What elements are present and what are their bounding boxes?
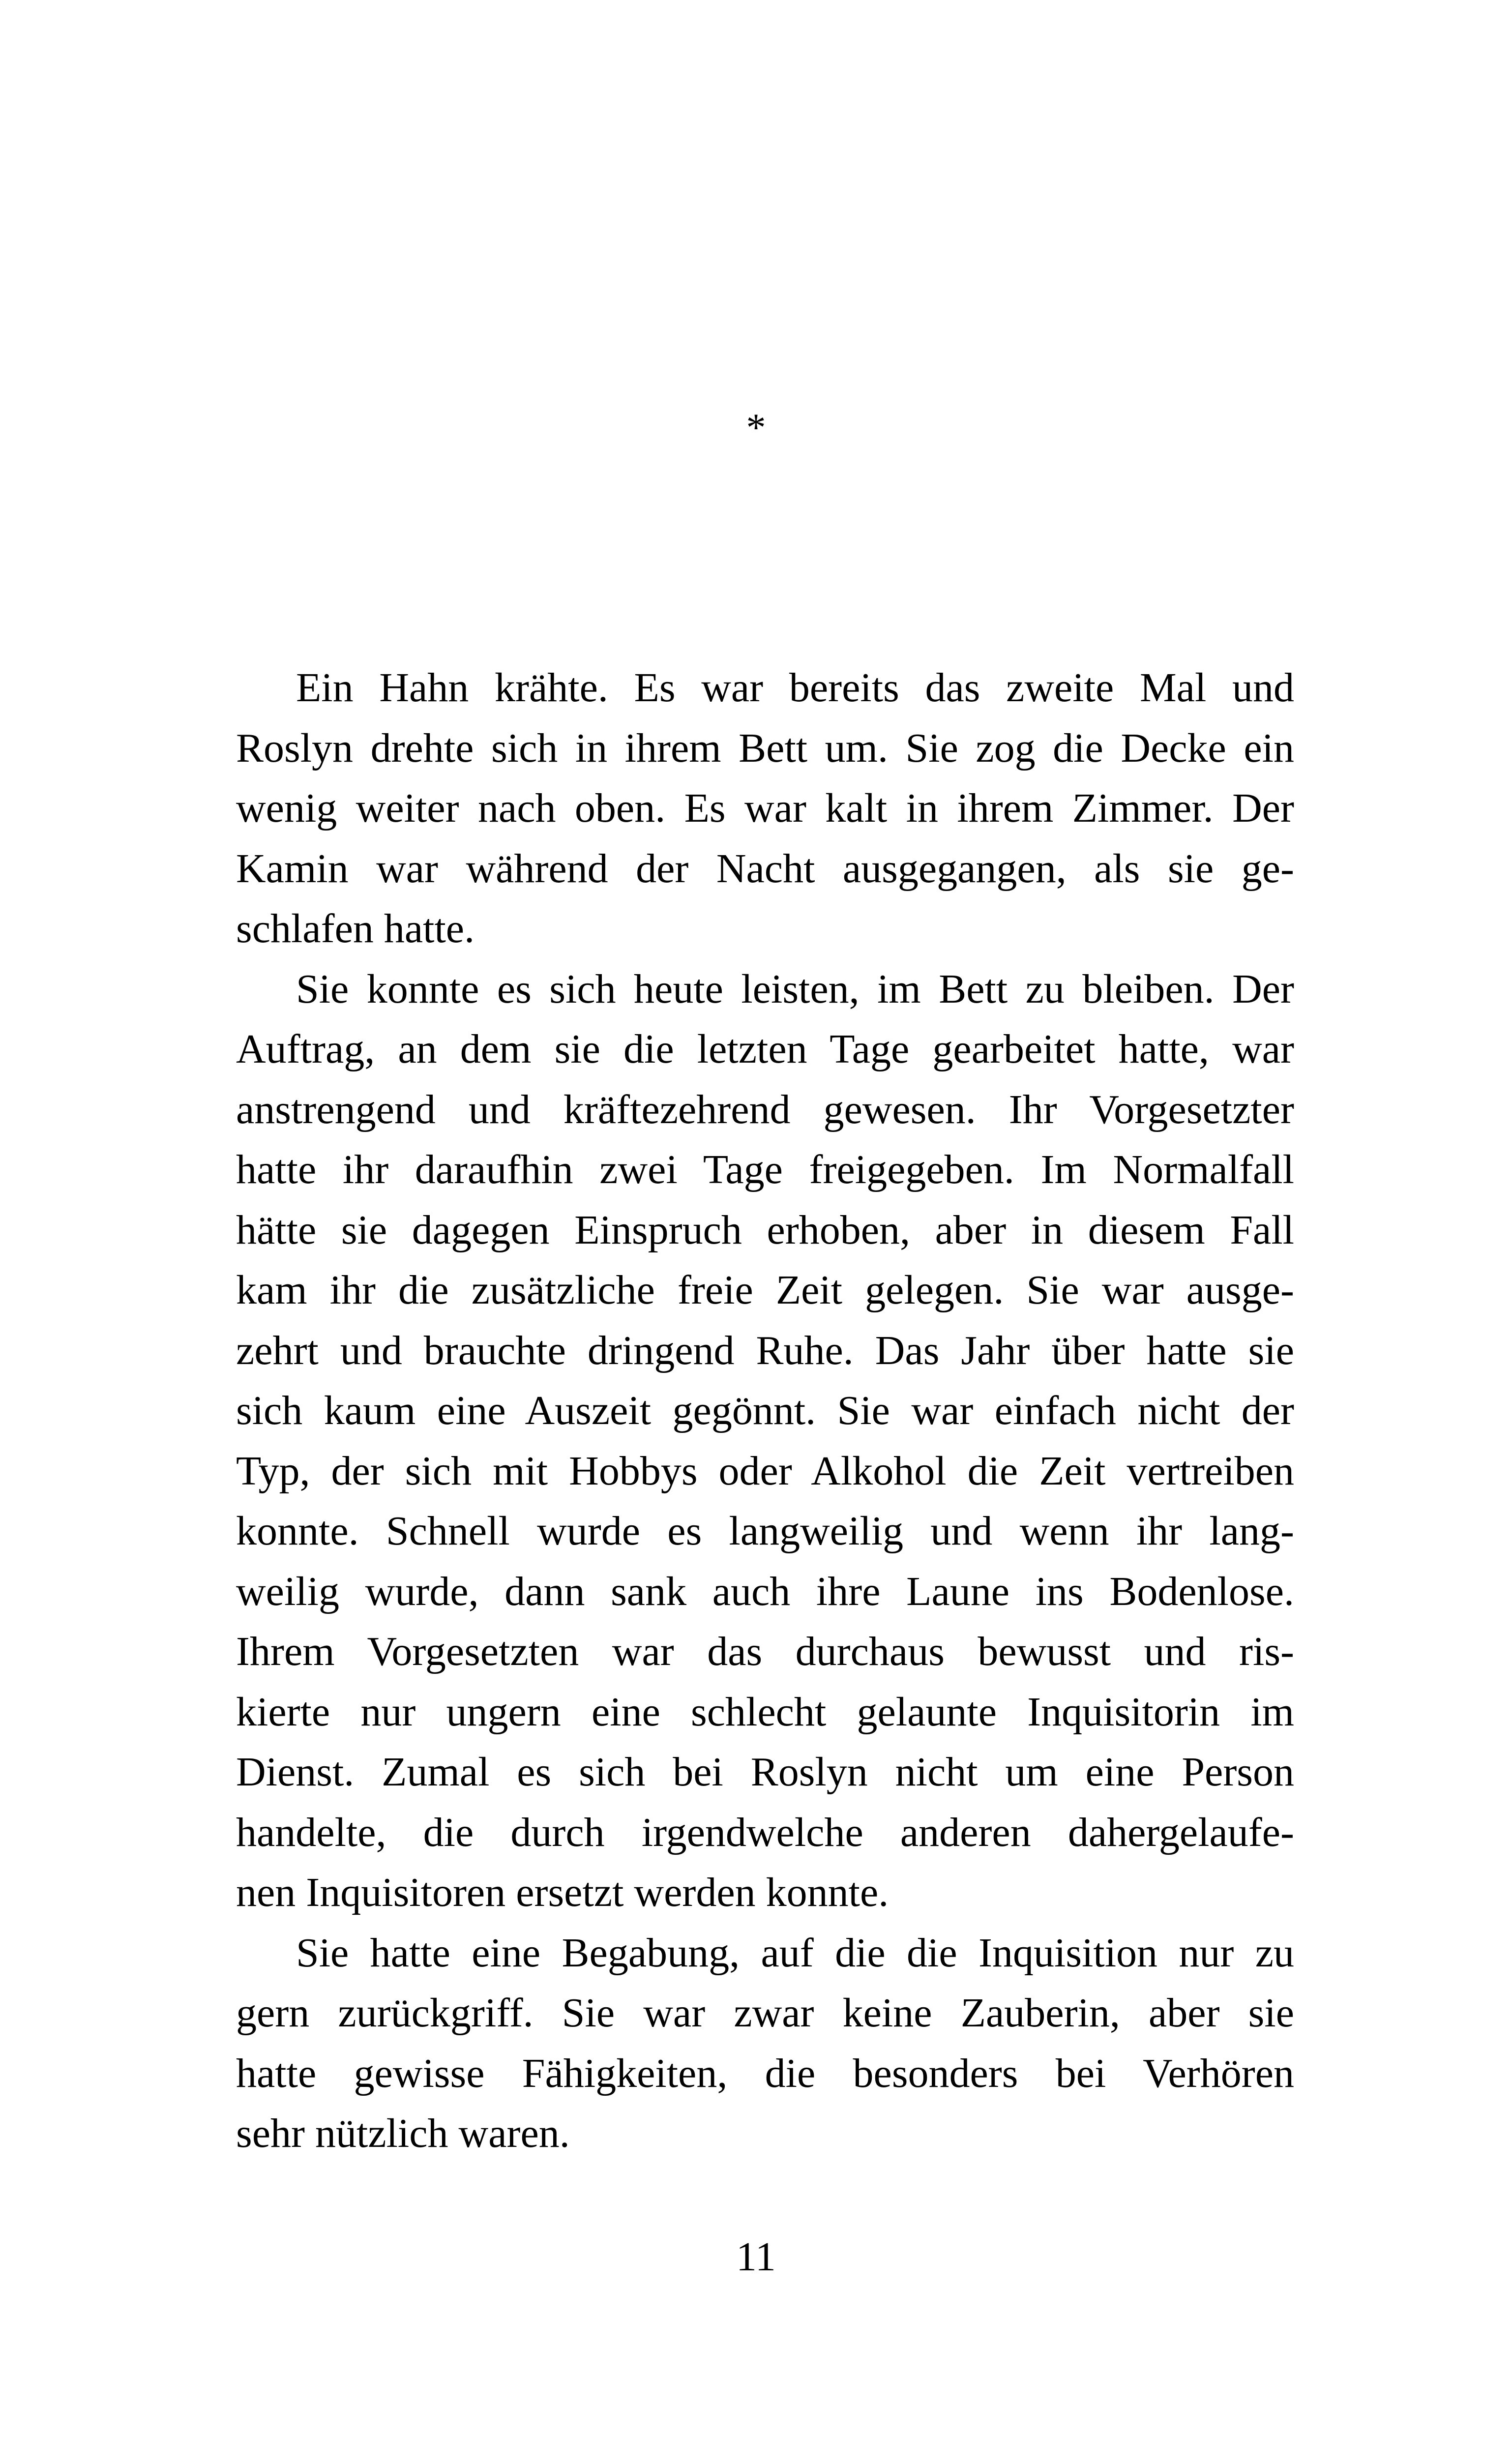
page-number: 11 (736, 2234, 776, 2280)
text-line: hatte gewisse Fähigkeiten, die besonders bei Verhören (236, 2050, 1294, 2096)
text-line: nen Inquisitoren ersetzt werden konnte. (236, 1870, 889, 1915)
text-line: sehr nützlich waren. (236, 2111, 570, 2156)
text-line: Ein Hahn krähte. Es war bereits das zweite Mal und (296, 665, 1294, 711)
text-line: Dienst. Zumal es sich bei Roslyn nicht um eine Person (236, 1749, 1294, 1795)
scene-break-asterisk: * (746, 406, 766, 449)
text-line: Sie hatte eine Begabung, auf die die Inquisition nur zu (296, 1930, 1294, 1976)
text-line: anstrengend und kräftezehrend gewesen. Ihr Vorgesetzter (236, 1086, 1294, 1132)
text-line: Typ, der sich mit Hobbys oder Alkohol die Zeit vertreiben (236, 1448, 1294, 1494)
text-line: kam ihr die zusätzliche freie Zeit gelegen. Sie war ausge- (236, 1267, 1294, 1313)
text-line: hätte sie dagegen Einspruch erhoben, aber in diesem Fall (236, 1207, 1294, 1253)
text-line: schlafen hatte. (236, 906, 475, 951)
text-line: sich kaum eine Auszeit gegönnt. Sie war einfach nicht der (236, 1388, 1294, 1433)
text-line: handelte, die durch irgendwelche anderen dahergelaufe- (236, 1809, 1294, 1855)
text-line: hatte ihr daraufhin zwei Tage freigegeben. Im Normalfall (236, 1147, 1294, 1192)
text-line: wenig weiter nach oben. Es war kalt in ihrem Zimmer. Der (236, 785, 1294, 831)
text-line: Ihrem Vorgesetzten war das durchaus bewusst und ris- (236, 1629, 1294, 1674)
text-line: Sie konnte es sich heute leisten, im Bett zu bleiben. Der (296, 966, 1294, 1012)
text-line: konnte. Schnell wurde es langweilig und wenn ihr lang- (236, 1508, 1294, 1554)
body-text (236, 658, 1294, 2164)
text-line: zehrt und brauchte dringend Ruhe. Das Jahr über hatte sie (236, 1327, 1294, 1373)
text-line: Roslyn drehte sich in ihrem Bett um. Sie zog die Decke ein (236, 725, 1294, 771)
text-line: Auftrag, an dem sie die letzten Tage gearbeitet hatte, war (236, 1026, 1294, 1072)
text-line: Kamin war während der Nacht ausgegangen, als sie ge- (236, 845, 1294, 892)
text-line: gern zurückgriff. Sie war zwar keine Zauberin, aber sie (236, 1990, 1294, 2036)
text-line: weilig wurde, dann sank auch ihre Laune ins Bodenlose. (236, 1568, 1294, 1614)
text-line: kierte nur ungern eine schlecht gelaunte Inquisitorin im (236, 1689, 1294, 1735)
